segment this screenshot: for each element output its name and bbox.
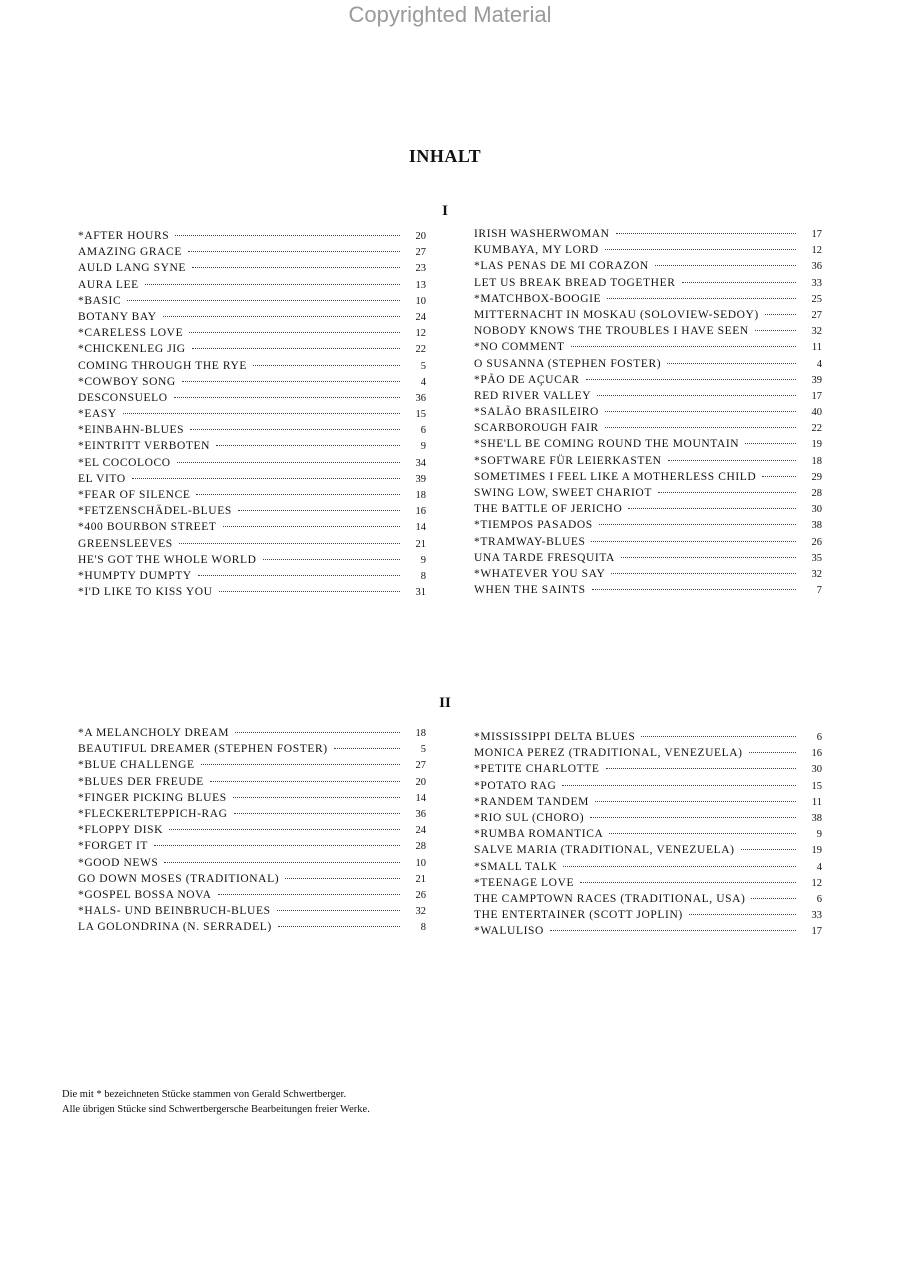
toc-entry	[78, 343, 426, 359]
entry-page-number: 15	[415, 409, 426, 421]
toc-entry	[78, 473, 426, 489]
toc-entry	[78, 262, 426, 278]
toc-entry	[78, 776, 426, 792]
footnote	[62, 1087, 370, 1117]
entry-title: *FLOPPY DISK	[78, 824, 164, 837]
toc-entry	[474, 277, 822, 293]
copyright-watermark: Copyrighted Material	[348, 2, 552, 27]
toc-entry	[78, 743, 426, 759]
toc-entry	[474, 390, 822, 406]
toc-entry	[78, 279, 426, 295]
entry-title: UNA TARDE FRESQUITA	[474, 551, 615, 564]
toc-entry	[78, 824, 426, 840]
entry-page-number: 31	[415, 587, 426, 599]
dot-leader	[745, 443, 796, 444]
toc-entry	[78, 759, 426, 775]
toc-entry	[474, 780, 822, 796]
dot-leader	[190, 429, 400, 430]
entry-title: *TIEMPOS PASADOS	[474, 519, 593, 532]
toc-entry	[474, 260, 822, 276]
entry-title: *RIO SUL (CHORO)	[474, 811, 585, 824]
dot-leader	[590, 817, 796, 818]
toc-entry	[78, 424, 426, 440]
dot-leader	[628, 508, 796, 509]
entry-title: GREENSLEEVES	[78, 537, 173, 550]
entry-title: *FINGER PICKING BLUES	[78, 791, 227, 804]
dot-leader	[597, 395, 796, 396]
entry-page-number: 17	[811, 229, 822, 240]
entry-page-number: 12	[811, 245, 822, 257]
entry-page-number: 22	[811, 423, 822, 435]
entry-title: *NO COMMENT	[474, 341, 565, 354]
entry-page-number: 26	[811, 536, 822, 548]
entry-page-number: 14	[415, 792, 426, 804]
toc-entry	[474, 909, 822, 925]
entry-page-number: 40	[811, 407, 822, 419]
entry-title: BEAUTIFUL DREAMER (STEPHEN FOSTER)	[78, 743, 328, 756]
entry-page-number: 6	[816, 732, 822, 743]
toc-entry	[474, 747, 822, 763]
entry-title: *EINTRITT VERBOTEN	[78, 440, 211, 453]
entry-title: RED RIVER VALLEY	[474, 389, 592, 402]
entry-title: *GOSPEL BOSSA NOVA	[78, 888, 212, 901]
entry-title: LA GOLONDRINA (N. SERRADEL)	[78, 921, 272, 934]
entry-title: DESCONSUELO	[78, 391, 168, 404]
dot-leader	[277, 910, 400, 911]
entry-title: *MATCHBOX-BOOGIE	[474, 292, 602, 305]
entry-page-number: 12	[415, 328, 426, 340]
entry-title: *WHATEVER YOU SAY	[474, 567, 606, 580]
entry-page-number: 22	[415, 344, 426, 356]
dot-leader	[253, 365, 400, 366]
toc-entry	[474, 828, 822, 844]
toc-entry	[474, 471, 822, 487]
toc-entry	[78, 392, 426, 408]
entry-page-number: 24	[415, 311, 426, 323]
entry-page-number: 19	[811, 845, 822, 857]
entry-page-number: 20	[415, 231, 426, 242]
entry-page-number: 27	[415, 760, 426, 772]
entry-title: BOTANY BAY	[78, 310, 157, 323]
toc-entry	[78, 538, 426, 554]
entry-title: THE ENTERTAINER (SCOTT JOPLIN)	[474, 909, 683, 922]
entry-title: *RUMBA ROMANTICA	[474, 828, 604, 841]
toc-entry	[78, 457, 426, 473]
toc-entry	[78, 311, 426, 327]
entry-title: *MISSISSIPPI DELTA BLUES	[474, 731, 636, 743]
toc-entry	[474, 293, 822, 309]
entry-page-number: 9	[420, 441, 426, 453]
entry-title: SWING LOW, SWEET CHARIOT	[474, 487, 652, 499]
entry-title: *RANDEM TANDEM	[474, 795, 589, 808]
toc-entry	[78, 570, 426, 586]
dot-leader	[563, 866, 796, 867]
toc-entry	[78, 440, 426, 456]
entry-page-number: 10	[415, 857, 426, 869]
entry-title: HE'S GOT THE WHOLE WORLD	[78, 553, 257, 566]
toc-entry	[474, 731, 822, 747]
dot-leader	[189, 332, 400, 333]
entry-page-number: 32	[811, 568, 822, 580]
entry-page-number: 32	[811, 326, 822, 338]
dot-leader	[218, 894, 401, 895]
entry-page-number: 34	[415, 457, 426, 469]
dot-leader	[599, 524, 796, 525]
entry-title: *AFTER HOURS	[78, 230, 170, 242]
toc-entry	[474, 406, 822, 422]
dot-leader	[741, 849, 796, 850]
dot-leader	[182, 381, 400, 382]
dot-leader	[127, 300, 400, 301]
toc-entry	[474, 438, 822, 454]
entry-page-number: 4	[816, 358, 822, 370]
dot-leader	[201, 764, 400, 765]
entry-page-number: 39	[415, 473, 426, 485]
entry-page-number: 23	[415, 263, 426, 275]
dot-leader	[223, 526, 400, 527]
toc-entry	[474, 861, 822, 877]
entry-title: KUMBAYA, MY LORD	[474, 244, 599, 257]
dot-leader	[592, 589, 796, 590]
entry-page-number: 11	[811, 796, 822, 808]
toc-entry	[474, 536, 822, 552]
toc-entry	[78, 327, 426, 343]
page-title: INHALT	[408, 146, 482, 166]
entry-title: MITTERNACHT IN MOSKAU (SOLOVIEW-SEDOY)	[474, 308, 759, 321]
entry-title: *I'D LIKE TO KISS YOU	[78, 586, 213, 599]
dot-leader	[154, 845, 400, 846]
dot-leader	[616, 233, 796, 234]
dot-leader	[689, 914, 796, 915]
entry-page-number: 16	[811, 748, 822, 760]
dot-leader	[755, 330, 796, 331]
dot-leader	[238, 510, 400, 511]
dot-leader	[179, 543, 400, 544]
entry-page-number: 14	[415, 522, 426, 534]
entry-title: *TEENAGE LOVE	[474, 876, 575, 889]
footnote-line-1: Die mit * bezeichneten Stücke stammen von Gerald Schwertberger.	[62, 1089, 347, 1100]
entry-title: *BLUES DER FREUDE	[78, 775, 204, 788]
dot-leader	[192, 267, 400, 268]
dot-leader	[216, 445, 400, 446]
entry-page-number: 28	[811, 488, 822, 499]
toc-entry	[78, 360, 426, 376]
dot-leader	[334, 748, 400, 749]
dot-leader	[278, 926, 400, 927]
toc-entry	[78, 521, 426, 537]
entry-title: *POTATO RAG	[474, 779, 557, 792]
dot-leader	[580, 882, 796, 883]
toc-entry	[474, 325, 822, 341]
dot-leader	[595, 801, 796, 802]
entry-page-number: 9	[420, 554, 426, 566]
entry-page-number: 16	[415, 506, 426, 518]
entry-page-number: 30	[811, 504, 822, 516]
dot-leader	[591, 541, 796, 542]
dot-leader	[668, 460, 796, 461]
dot-leader	[641, 736, 796, 737]
toc-entry	[474, 422, 822, 438]
entry-title: *EINBAHN-BLUES	[78, 424, 185, 437]
entry-title: *SHE'LL BE COMING ROUND THE MOUNTAIN	[474, 438, 740, 451]
entry-title: *HUMPTY DUMPTY	[78, 569, 192, 582]
toc-entry	[474, 358, 822, 374]
entry-title: MONICA PEREZ (TRADITIONAL, VENEZUELA)	[474, 747, 743, 760]
toc-entry	[474, 763, 822, 779]
dot-leader	[174, 397, 400, 398]
toc-entry	[474, 374, 822, 390]
entry-page-number: 27	[811, 309, 822, 321]
entry-page-number: 18	[811, 455, 822, 467]
dot-leader	[607, 298, 796, 299]
dot-leader	[605, 427, 796, 428]
dot-leader	[762, 476, 796, 477]
entry-page-number: 12	[811, 877, 822, 889]
toc-entry	[474, 552, 822, 568]
dot-leader	[198, 575, 400, 576]
dot-leader	[210, 781, 400, 782]
entry-page-number: 4	[420, 376, 426, 388]
entry-title: WHEN THE SAINTS	[474, 584, 586, 597]
dot-leader	[175, 235, 400, 236]
entry-page-number: 15	[811, 780, 822, 792]
toc-entry	[78, 792, 426, 808]
entry-title: AURA LEE	[78, 278, 139, 291]
dot-leader	[235, 732, 400, 733]
toc-entry	[78, 505, 426, 521]
section-1-left-column	[78, 230, 426, 602]
toc-entry	[78, 921, 426, 937]
entry-title: LET US BREAK BREAD TOGETHER	[474, 276, 676, 289]
entry-page-number: 5	[420, 744, 426, 756]
entry-title: *GOOD NEWS	[78, 856, 159, 869]
entry-page-number: 24	[415, 825, 426, 837]
toc-entry	[78, 586, 426, 602]
entry-page-number: 38	[811, 812, 822, 824]
section-1-right-column	[474, 228, 822, 600]
dot-leader	[658, 492, 796, 493]
dot-leader	[192, 348, 400, 349]
toc-entry	[474, 812, 822, 828]
toc-entry	[474, 584, 822, 600]
entry-page-number: 10	[415, 295, 426, 307]
dot-leader	[169, 829, 400, 830]
entry-page-number: 17	[811, 390, 822, 402]
dot-leader	[234, 813, 400, 814]
dot-leader	[571, 346, 796, 347]
entry-title: GO DOWN MOSES (TRADITIONAL)	[78, 872, 280, 885]
entry-page-number: 38	[811, 520, 822, 532]
dot-leader	[145, 284, 400, 285]
toc-entry	[474, 844, 822, 860]
section-2-right-column	[474, 731, 822, 941]
dot-leader	[163, 316, 400, 317]
footnote-line-2: Alle übrigen Stücke sind Schwertbergersche Bearbeitungen freier Werke.	[62, 1104, 370, 1115]
toc-entry	[474, 341, 822, 357]
entry-page-number: 32	[415, 906, 426, 918]
entry-title: *EASY	[78, 408, 117, 421]
toc-entry	[474, 455, 822, 471]
toc-entry	[474, 244, 822, 260]
toc-entry	[78, 905, 426, 921]
entry-page-number: 19	[811, 439, 822, 451]
entry-title: *EL COCOLOCO	[78, 456, 171, 469]
dot-leader	[196, 494, 400, 495]
entry-page-number: 5	[420, 360, 426, 372]
dot-leader	[765, 314, 796, 315]
dot-leader	[233, 797, 400, 798]
entry-title: *FORGET IT	[78, 840, 148, 853]
entry-title: *CARELESS LOVE	[78, 327, 184, 340]
entry-page-number: 36	[811, 261, 822, 273]
section-heading-1: I	[442, 203, 448, 219]
toc-entry	[78, 246, 426, 262]
entry-title: *LAS PENAS DE MI CORAZON	[474, 260, 649, 273]
toc-entry	[474, 796, 822, 812]
entry-title: *FEAR OF SILENCE	[78, 489, 191, 501]
dot-leader	[605, 411, 796, 412]
entry-title: O SUSANNA (STEPHEN FOSTER)	[474, 357, 662, 370]
entry-title: *400 BOURBON STREET	[78, 521, 217, 534]
toc-entry	[474, 309, 822, 325]
toc-entry	[474, 893, 822, 909]
dot-leader	[123, 413, 400, 414]
entry-title: *COWBOY SONG	[78, 375, 176, 388]
toc-entry	[78, 295, 426, 311]
entry-title: SOMETIMES I FEEL LIKE A MOTHERLESS CHILD	[474, 470, 757, 483]
entry-page-number: 13	[415, 279, 426, 291]
entry-page-number: 33	[811, 910, 822, 922]
entry-title: *WALULISO	[474, 925, 544, 938]
toc-entry	[78, 857, 426, 873]
entry-page-number: 36	[415, 392, 426, 404]
toc-entry	[474, 519, 822, 535]
entry-page-number: 8	[420, 570, 426, 582]
entry-page-number: 18	[415, 728, 426, 739]
dot-leader	[751, 898, 796, 899]
entry-page-number: 4	[816, 861, 822, 873]
toc-entry	[78, 889, 426, 905]
entry-title: *BLUE CHALLENGE	[78, 759, 195, 772]
toc-entry	[78, 873, 426, 889]
entry-page-number: 7	[816, 585, 822, 597]
entry-page-number: 25	[811, 293, 822, 305]
entry-page-number: 17	[811, 926, 822, 938]
dot-leader	[177, 462, 400, 463]
entry-page-number: 28	[415, 841, 426, 853]
toc-entry	[78, 376, 426, 392]
dot-leader	[188, 251, 400, 252]
entry-page-number: 21	[415, 538, 426, 550]
entry-page-number: 26	[415, 889, 426, 901]
toc-entry	[474, 487, 822, 503]
entry-title: *PÃO DE AÇUCAR	[474, 373, 580, 386]
entry-title: THE BATTLE OF JERICHO	[474, 503, 623, 516]
dot-leader	[263, 559, 400, 560]
dot-leader	[606, 768, 796, 769]
entry-page-number: 20	[415, 776, 426, 788]
entry-title: EL VITO	[78, 472, 126, 485]
section-heading-2: II	[439, 695, 451, 711]
entry-page-number: 18	[415, 490, 426, 501]
dot-leader	[749, 752, 796, 753]
toc-entry	[78, 727, 426, 743]
dot-leader	[682, 282, 797, 283]
entry-title: COMING THROUGH THE RYE	[78, 359, 247, 372]
dot-leader	[611, 573, 796, 574]
entry-title: *A MELANCHOLY DREAM	[78, 727, 230, 739]
entry-title: THE CAMPTOWN RACES (TRADITIONAL, USA)	[474, 892, 746, 905]
entry-page-number: 21	[415, 873, 426, 885]
toc-entry	[474, 228, 822, 244]
entry-page-number: 6	[420, 425, 426, 437]
entry-title: NOBODY KNOWS THE TROUBLES I HAVE SEEN	[474, 325, 749, 338]
entry-title: *PETITE CHARLOTTE	[474, 763, 600, 776]
entry-title: SCARBOROUGH FAIR	[474, 422, 599, 435]
entry-page-number: 29	[811, 471, 822, 483]
toc-entry	[474, 877, 822, 893]
entry-page-number: 30	[811, 764, 822, 776]
dot-leader	[621, 557, 796, 558]
entry-page-number: 11	[811, 342, 822, 354]
entry-page-number: 36	[415, 808, 426, 820]
toc-entry	[474, 925, 822, 941]
toc-entry	[78, 808, 426, 824]
dot-leader	[605, 249, 796, 250]
entry-page-number: 9	[816, 829, 822, 841]
entry-title: IRISH WASHERWOMAN	[474, 228, 610, 240]
entry-page-number: 27	[415, 247, 426, 259]
dot-leader	[550, 930, 796, 931]
toc-entry	[78, 840, 426, 856]
entry-page-number: 35	[811, 552, 822, 564]
dot-leader	[285, 878, 400, 879]
dot-leader	[655, 265, 796, 266]
dot-leader	[132, 478, 400, 479]
entry-title: SALVE MARIA (TRADITIONAL, VENEZUELA)	[474, 844, 735, 857]
entry-title: *SOFTWARE FÜR LEIERKASTEN	[474, 454, 662, 467]
entry-page-number: 6	[816, 893, 822, 905]
toc-entry	[474, 568, 822, 584]
entry-page-number: 8	[420, 922, 426, 934]
toc-entry	[78, 408, 426, 424]
entry-title: *BASIC	[78, 294, 122, 307]
toc-entry	[78, 489, 426, 505]
entry-page-number: 33	[811, 277, 822, 289]
entry-title: *CHICKENLEG JIG	[78, 343, 186, 356]
dot-leader	[219, 591, 400, 592]
toc-entry	[474, 503, 822, 519]
entry-page-number: 39	[811, 374, 822, 386]
toc-entry	[78, 230, 426, 246]
entry-title: *SMALL TALK	[474, 860, 558, 873]
dot-leader	[609, 833, 796, 834]
section-2-left-column	[78, 727, 426, 937]
dot-leader	[164, 862, 400, 863]
entry-title: AMAZING GRACE	[78, 246, 182, 259]
entry-title: *TRAMWAY-BLUES	[474, 535, 586, 548]
dot-leader	[562, 785, 796, 786]
dot-leader	[667, 363, 796, 364]
entry-title: *FLECKERLTEPPICH-RAG	[78, 807, 228, 820]
entry-title: *SALÃO BRASILEIRO	[474, 406, 599, 419]
dot-leader	[586, 379, 796, 380]
toc-entry	[78, 554, 426, 570]
entry-title: *HALS- UND BEINBRUCH-BLUES	[78, 905, 271, 918]
entry-title: AULD LANG SYNE	[78, 262, 187, 275]
entry-title: *FETZENSCHÄDEL-BLUES	[78, 505, 232, 518]
